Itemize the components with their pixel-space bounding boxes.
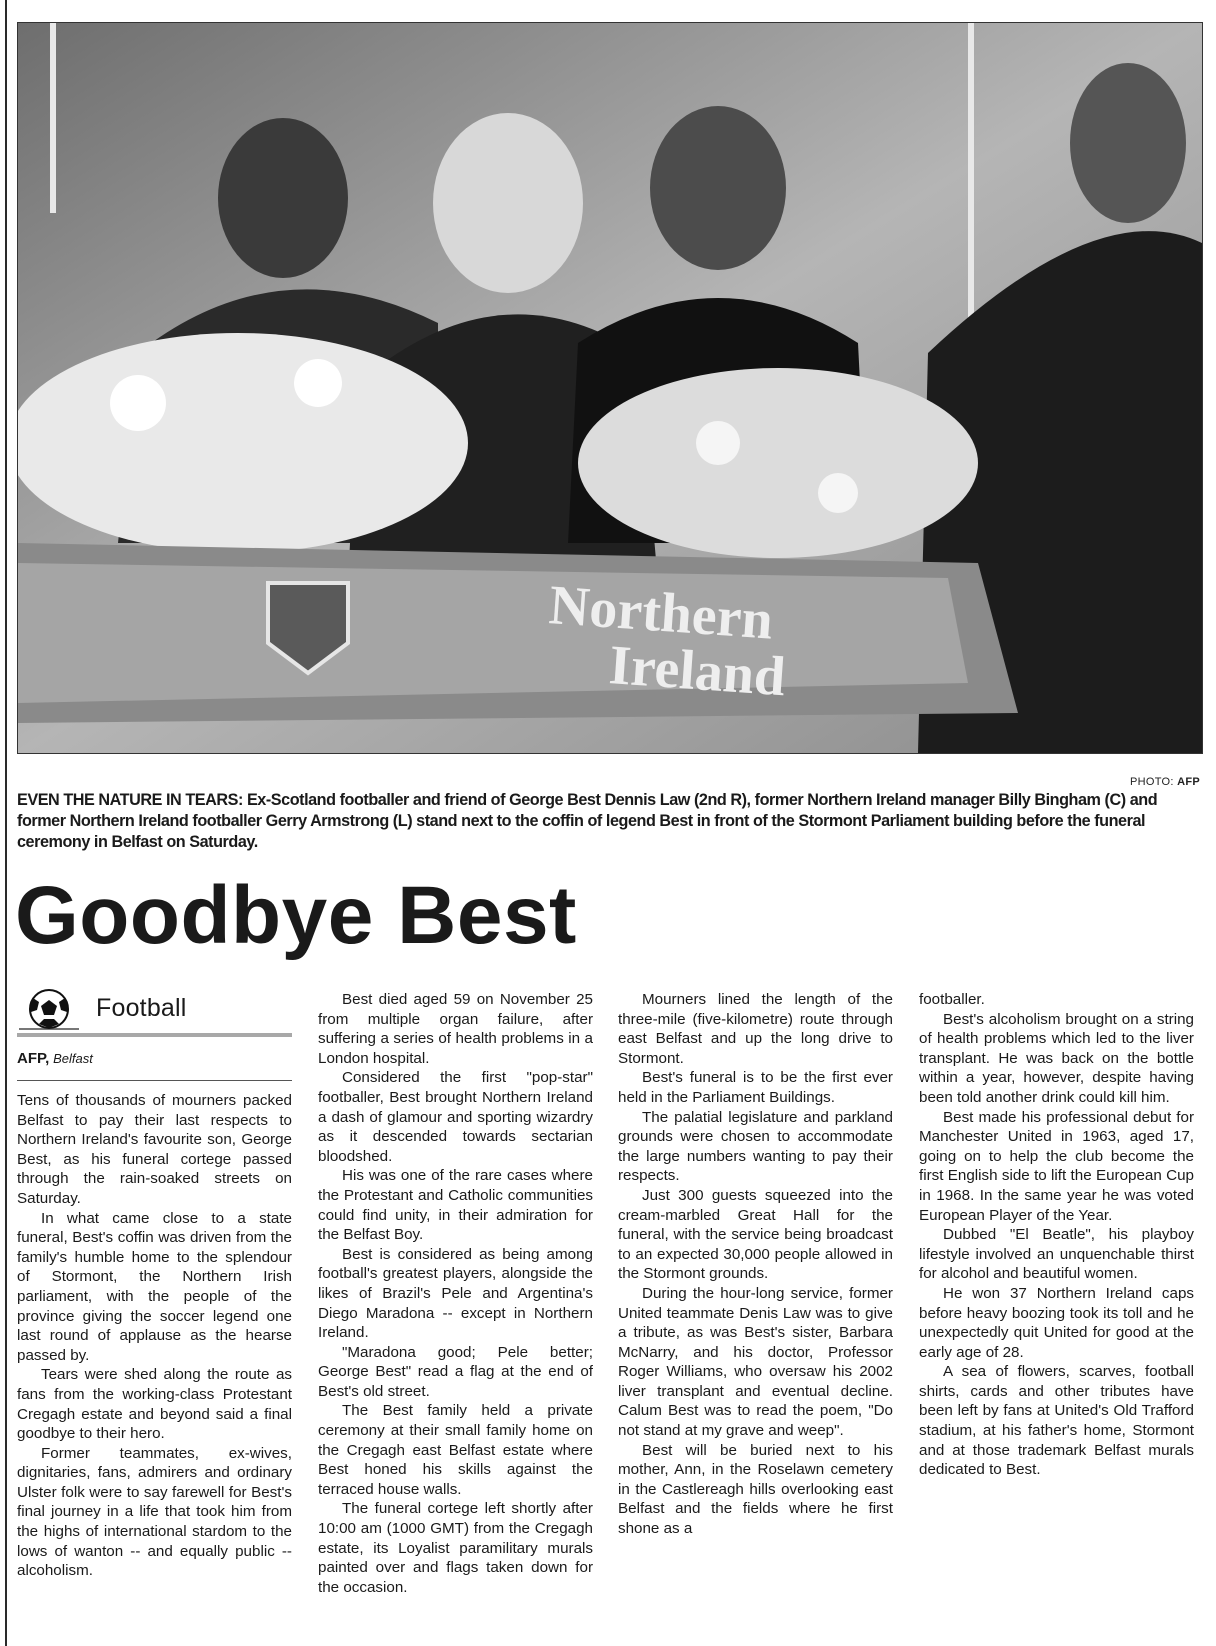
article-column-4: [919, 990, 1194, 1480]
article-paragraph: Mourners lined the length of the three-mile (five-kilometre) route through east Belfast and up the long drive to Stormont.: [618, 991, 893, 1067]
photo-credit-label: PHOTO:: [1129, 776, 1174, 788]
article-paragraph: Just 300 guests squeezed into the cream-marbled Great Hall for the funeral, with the service being broadcast to an expected 30,000 people allowed in the Stormont grounds.: [618, 1186, 893, 1283]
article-paragraph: Tears were shed along the route as fans from the working-class Protestant Cregagh estate and beyond said a final goodbye to their hero.: [17, 1366, 292, 1443]
article-paragraph: Best's alcoholism brought on a string of health problems which led to the liver transplant. He was back on the bottle within a year, however, despite having been told another drink could kill him.: [919, 1010, 1194, 1106]
article-column-2: [318, 990, 593, 1597]
article-paragraph: His was one of the rare cases where the Protestant and Catholic communities could find unity, in their admiration for the Belfast Boy.: [318, 1167, 593, 1244]
photo-credit-source: AFP: [1177, 776, 1200, 788]
caption-lead: EVEN THE NATURE IN TEARS:: [17, 791, 243, 809]
left-column-rule: [5, 0, 7, 1646]
article-column-1: [17, 1091, 292, 1581]
article-paragraph: Tens of thousands of mourners packed Belfast to pay their last respects to Northern Ireland's favourite son, George Best, as his funeral cortege passed through the rain-soaked streets on Saturday.: [17, 1092, 292, 1207]
byline-place: Belfast: [53, 1051, 93, 1066]
headline: Goodbye Best: [15, 870, 577, 961]
funeral-photo: [17, 22, 1203, 754]
flag-text-northern: Northern: [547, 574, 775, 652]
article-paragraph: Former teammates, ex-wives, dignitaries, fans, admirers and ordinary Ulster folk were to say farewell for Best's final journey in a life that took him from the highs of international stardom to the lows of wanton -- and equally public -- alcoholism.: [17, 1444, 292, 1580]
football-icon: [19, 988, 79, 1030]
article-paragraph-continued: footballer.: [919, 991, 985, 1008]
article-paragraph: In what came close to a state funeral, Best's coffin was driven from the family's humble home to the splendour of Stormont, the Northern Irish parliament, with the people of the province giving the soccer legend one last round of applause as the hearse passed by.: [17, 1209, 292, 1364]
article-paragraph: "Maradona good; Pele better; George Best" read a flag at the end of Best's old street.: [318, 1343, 593, 1400]
article-paragraph: Best died aged 59 on November 25 from multiple organ failure, after suffering a series of health problems in a London hospital.: [318, 991, 593, 1067]
section-label: [17, 988, 292, 1037]
byline-agency: AFP,: [17, 1050, 50, 1067]
article-paragraph: Best is considered as being among football's greatest players, alongside the likes of Brazil's Pele and Argentina's Diego Maradona -- except in Northern Ireland.: [318, 1245, 593, 1342]
article-paragraph: Dubbed "El Beatle", his playboy lifestyle involved an unquenchable thirst for alcohol and beautiful women.: [919, 1226, 1194, 1283]
flag-text-ireland: Ireland: [607, 634, 788, 709]
article-paragraph: He won 37 Northern Ireland caps before heavy boozing took its toll and he unexpectedly quit United for good at the early age of 28.: [919, 1284, 1194, 1361]
article-paragraph: The funeral cortege left shortly after 10:00 am (1000 GMT) from the Cregagh estate, its Loyalist paramilitary murals painted over and flags taken down for the occasion.: [318, 1500, 593, 1596]
article-column-3: [618, 990, 893, 1539]
article-paragraph: Best made his professional debut for Manchester United in 1963, aged 17, going on to help the club become the first English side to lift the European Cup in 1968. In the same year he was voted European Player of the Year.: [919, 1108, 1194, 1224]
article-paragraph: The palatial legislature and parkland grounds were chosen to accommodate the large numbers wanting to pay their respects.: [618, 1108, 893, 1185]
article-paragraph: Best will be buried next to his mother, Ann, in the Roselawn cemetery in the Castlereagh hills overlooking east Belfast and the fields where he first shone as a: [618, 1441, 893, 1538]
article-paragraph: Best's funeral is to be the first ever held in the Parliament Buildings.: [618, 1069, 893, 1106]
caption-text: Ex-Scotland footballer and friend of George Best Dennis Law (2nd R), former Northern Ireland manager Billy Bingham (C) and former Northern Ireland footballer Gerry Armstrong (L) stand next to the coffin of legend Best in front of the Stormont Parliament building before the funeral ceremony in Belfast on Saturday.: [17, 791, 1158, 851]
photo-credit: [1130, 776, 1200, 788]
article-paragraph: Considered the first "pop-star" footballer, Best brought Northern Ireland a dash of glamour and sporting wizardry as it descended towards sectarian bloodshed.: [318, 1069, 593, 1165]
section-label-text: Football: [96, 994, 187, 1022]
article-paragraph: During the hour-long service, former United teammate Denis Law was to give a tribute, as was Best's sister, Barbara McNarry, and his doctor, Professor Roger Williams, who oversaw his 2002 liver transplant and eventual decline. Calum Best was to read the poem, "Do not stand at my grave and weep".: [618, 1284, 893, 1440]
dateline: [17, 1049, 292, 1081]
article-paragraph: A sea of flowers, scarves, football shirts, cards and other tributes have been left by fans at United's Old Trafford stadium, at his father's home, Stormont and at those trademark Belfast murals dedicated to Best.: [919, 1363, 1194, 1479]
photo-caption: [17, 790, 1201, 853]
article-paragraph: The Best family held a private ceremony at their small family home on the Cregagh east Belfast estate where Best honed his skills against the terraced house walls.: [318, 1402, 593, 1498]
